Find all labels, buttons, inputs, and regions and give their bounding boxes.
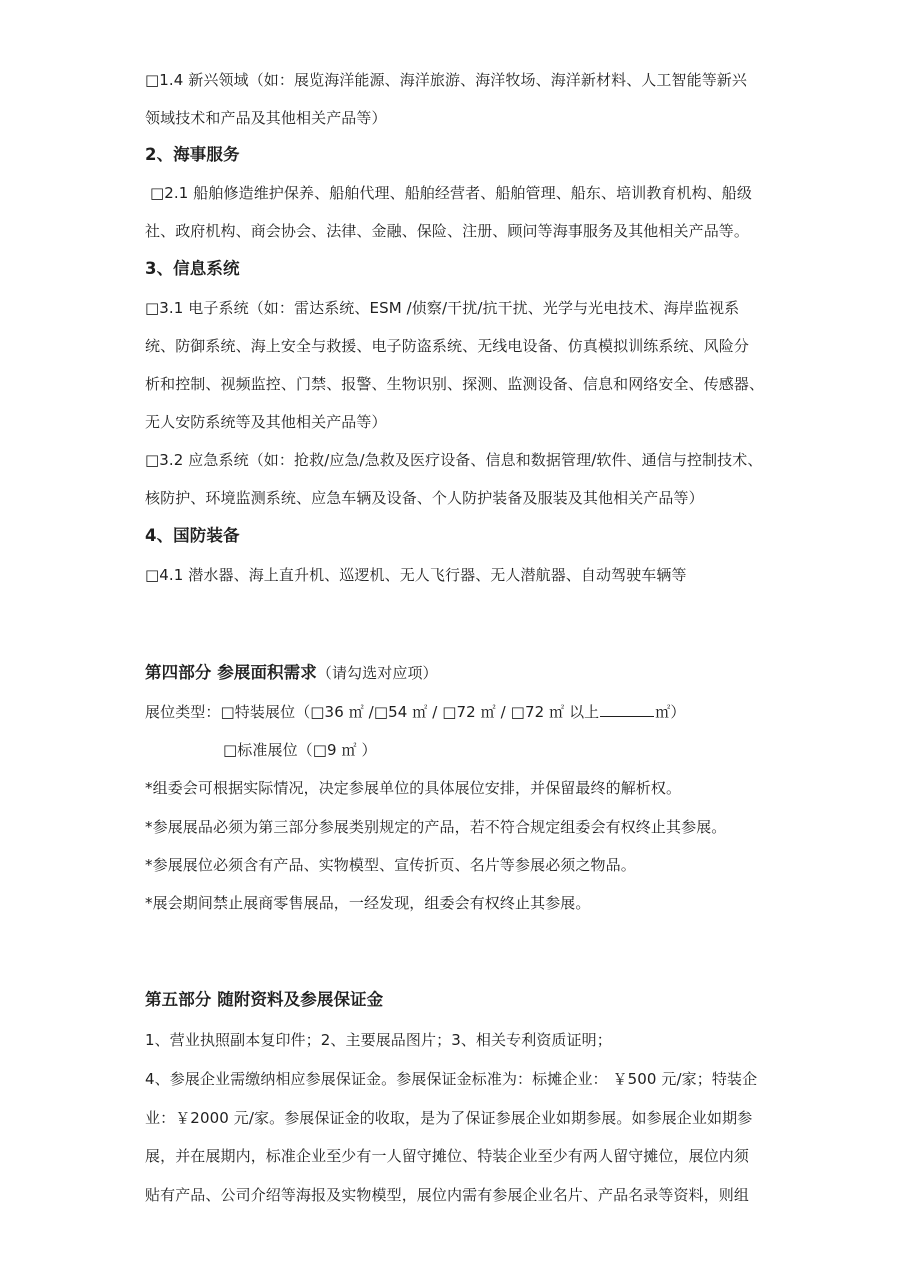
part4-note-line: *展会期间禁止展商零售展品，一经发现，组委会有权终止其参展。 — [145, 894, 591, 912]
item-3-1-line: 无人安防系统等及其他相关产品等） — [145, 413, 387, 431]
part5-line: 4、参展企业需缴纳相应参展保证金。参展保证金标准为：标摊企业： ￥500 元/家；特装企 — [145, 1070, 758, 1088]
part5-title: 第五部分 随附资料及参展保证金 — [145, 990, 384, 1009]
part5-line: 展，并在展期内，标准企业至少有一人留守摊位、特装企业至少有两人留守摊位，展位内须 — [145, 1147, 750, 1165]
heading-maritime-services: 2、海事服务 — [145, 145, 240, 164]
part4-note: （请勾选对应项） — [316, 664, 438, 682]
item-1-4-line: 领域技术和产品及其他相关产品等） — [145, 109, 387, 127]
part4-note-line: *组委会可根据实际情况，决定参展单位的具体展位安排，并保留最终的解析权。 — [145, 779, 682, 797]
part5-line: 业：￥2000 元/家。参展保证金的收取，是为了保证参展企业如期参展。如参展企业如期参 — [145, 1109, 753, 1127]
part4-title — [145, 663, 438, 683]
part4-note-line: *参展展品必须为第三部分参展类别规定的产品，若不符合规定组委会有权终止其参展。 — [145, 818, 727, 836]
booth-type-label: 展位类型： — [145, 703, 221, 721]
booth-type-row — [145, 702, 685, 722]
item-3-2-line: □3.2 应急系统（如：抢救/应急/急救及医疗设备、信息和数据管理/软件、通信与控制技术、 — [145, 451, 763, 469]
heading-information-systems: 3、信息系统 — [145, 259, 240, 278]
special-booth-unit: ㎡） — [655, 703, 686, 721]
part5-line: 1、营业执照副本复印件；2、主要展品图片；3、相关专利资质证明； — [145, 1031, 612, 1049]
item-1-4-line: □1.4 新兴领域（如：展览海洋能源、海洋旅游、海洋牧场、海洋新材料、人工智能等新兴 — [145, 71, 747, 89]
item-4-1-line: □4.1 潜水器、海上直升机、巡逻机、无人飞行器、无人潜航器、自动驾驶车辆等 — [145, 566, 687, 584]
item-2-1-line: □2.1 船舶修造维护保养、船舶代理、船舶经营者、船舶管理、船东、培训教育机构、船级 — [150, 184, 752, 202]
item-3-1-line: 统、防御系统、海上安全与救援、电子防盗系统、无线电设备、仿真模拟训练系统、风险分 — [145, 337, 750, 355]
special-booth-option[interactable]: □特装展位（□36 ㎡ /□54 ㎡ / □72 ㎡ / □72 ㎡ 以上 — [220, 703, 600, 721]
part5-line: 贴有产品、公司介绍等海报及实物模型，展位内需有参展企业名片、产品名录等资料，则组 — [145, 1186, 750, 1204]
item-2-1-line: 社、政府机构、商会协会、法律、金融、保险、注册、顾问等海事服务及其他相关产品等。 — [145, 222, 750, 240]
part4-title-text: 第四部分 参展面积需求 — [145, 663, 317, 682]
item-3-2-line: 核防护、环境监测系统、应急车辆及设备、个人防护装备及服装及其他相关产品等） — [145, 489, 704, 507]
heading-defense-equipment: 4、国防装备 — [145, 526, 240, 545]
item-3-1-line: 析和控制、视频监控、门禁、报警、生物识别、探测、监测设备、信息和网络安全、传感器、 — [145, 375, 765, 393]
area-blank-field[interactable] — [600, 702, 654, 717]
item-3-1-line: □3.1 电子系统（如：雷达系统、ESM /侦察/干扰/抗干扰、光学与光电技术、海岸监视系 — [145, 299, 740, 317]
part4-note-line: *参展展位必须含有产品、实物模型、宣传折页、名片等参展必须之物品。 — [145, 856, 636, 874]
standard-booth-option[interactable]: □标准展位（□9 ㎡ ） — [223, 741, 377, 759]
